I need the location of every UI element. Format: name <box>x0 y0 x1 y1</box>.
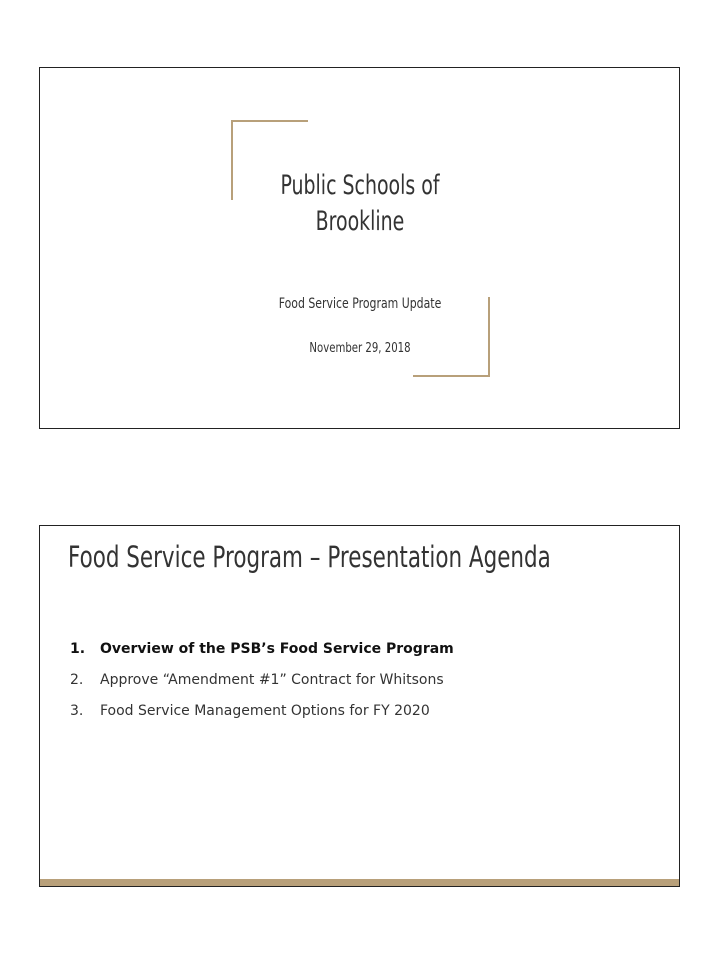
agenda-item-number: 1. <box>70 641 86 657</box>
title-line-2: Brookline <box>315 206 405 237</box>
agenda-item-text: Overview of the PSB’s Food Service Program <box>100 641 454 657</box>
agenda-title: Food Service Program – Presentation Agenda <box>68 540 551 574</box>
title-slide <box>39 67 680 429</box>
slide-subtitle: Food Service Program Update <box>278 296 442 312</box>
agenda-item-number: 3. <box>70 703 84 719</box>
corner-bracket-bottom-right <box>413 297 490 377</box>
title-line-1: Public Schools of <box>280 170 440 201</box>
accent-bar <box>40 879 679 886</box>
agenda-item <box>70 669 454 700</box>
agenda-slide <box>39 525 680 887</box>
slide-title <box>235 168 485 240</box>
agenda-item-number: 2. <box>70 672 84 688</box>
agenda-item-text: Approve “Amendment #1” Contract for Whitsons <box>100 672 444 688</box>
agenda-list <box>70 638 454 731</box>
agenda-item <box>70 638 454 669</box>
agenda-item <box>70 700 454 731</box>
slide-date: November 29, 2018 <box>309 341 411 356</box>
agenda-item-text: Food Service Management Options for FY 2020 <box>100 703 430 719</box>
